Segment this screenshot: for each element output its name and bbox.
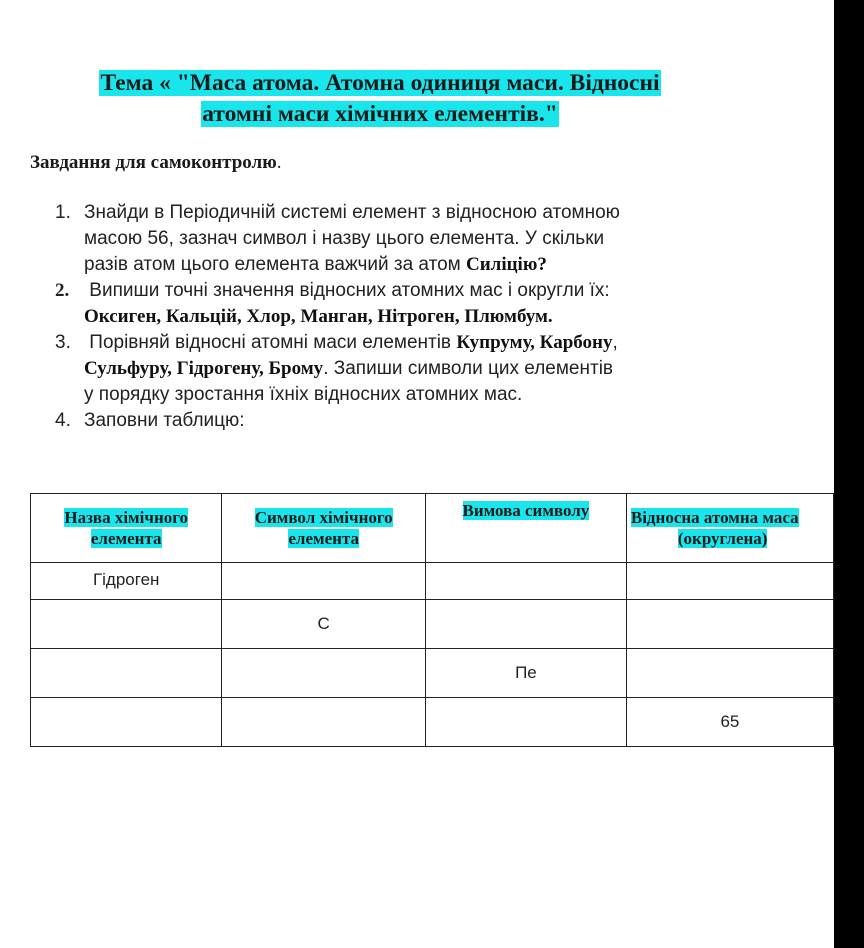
table-cell — [31, 649, 222, 698]
task-number: 4. — [55, 410, 71, 431]
task-bold-line: Оксиген, Кальцій, Хлор, Манган, Нітроген, Плюмбум. — [84, 306, 553, 327]
task-4 — [55, 408, 755, 434]
task-line: масою 56, зазнач символ і назву цього елемента. У скільки — [84, 228, 605, 249]
task-bold-text: Сульфуру, Гідрогену, Брому — [84, 358, 324, 379]
task-line — [84, 252, 755, 278]
table-cell — [31, 600, 222, 649]
table-cell — [425, 698, 626, 747]
table-cell: Пе — [425, 649, 626, 698]
task-2 — [55, 278, 755, 330]
table-row — [31, 563, 834, 600]
self-control-heading-period: . — [276, 152, 282, 173]
table-cell — [425, 563, 626, 600]
table-row — [31, 600, 834, 649]
task-line: у порядку зростання їхніх відносних атомних мас. — [84, 384, 523, 405]
task-bold-text: Купруму, Карбону — [456, 332, 613, 353]
task-line — [84, 278, 755, 304]
task-number: 1. — [55, 202, 71, 223]
table-cell — [222, 649, 426, 698]
page-title — [0, 68, 760, 130]
task-line — [84, 356, 755, 382]
self-control-heading — [30, 150, 281, 176]
table-cell: Гідроген — [31, 563, 222, 600]
table-header-row — [31, 494, 834, 563]
table-cell — [425, 600, 626, 649]
task-line — [84, 330, 755, 356]
task-3 — [55, 330, 755, 408]
table-row — [31, 649, 834, 698]
task-text: разів атом цього елемента важчий за атом — [84, 254, 466, 275]
table-cell — [626, 649, 833, 698]
table-cell: С — [222, 600, 426, 649]
elements-table — [30, 493, 834, 747]
table-cell — [222, 698, 426, 747]
task-text: Випиши точні значення відносних атомних мас і округли їх: — [89, 280, 610, 301]
task-list — [55, 200, 755, 434]
self-control-heading-text: Завдання для самоконтролю — [30, 152, 277, 173]
header-relative-atomic-mass: Відносна атомна маса (округлена) — [626, 494, 833, 563]
table-cell — [626, 600, 833, 649]
task-line: Заповни таблицю: — [84, 410, 245, 431]
task-1 — [55, 200, 755, 278]
table-row — [31, 698, 834, 747]
task-number: 2. — [55, 280, 70, 301]
title-line-1: Тема « "Маса атома. Атомна одиниця маси. Відносні — [100, 70, 660, 96]
scan-edge — [834, 0, 864, 948]
header-element-symbol: Символ хімічного елемента — [222, 494, 426, 563]
task-bold-text: Силіцію? — [465, 254, 547, 275]
header-element-name: Назва хімічного елемента — [31, 494, 222, 563]
table-cell — [222, 563, 426, 600]
header-symbol-pronunciation: Вимова символу — [425, 494, 626, 563]
title-line-2: атомні маси хімічних елементів." — [202, 101, 558, 127]
task-text: , — [612, 332, 618, 353]
table-cell — [626, 563, 833, 600]
table-cell: 65 — [626, 698, 833, 747]
task-line: Знайди в Періодичній системі елемент з відносною атомною — [84, 202, 620, 223]
table-cell — [31, 698, 222, 747]
task-number: 3. — [55, 332, 71, 353]
task-text: Порівняй відносні атомні маси елементів — [89, 332, 457, 353]
task-text: . Запиши символи цих елементів — [323, 358, 614, 379]
